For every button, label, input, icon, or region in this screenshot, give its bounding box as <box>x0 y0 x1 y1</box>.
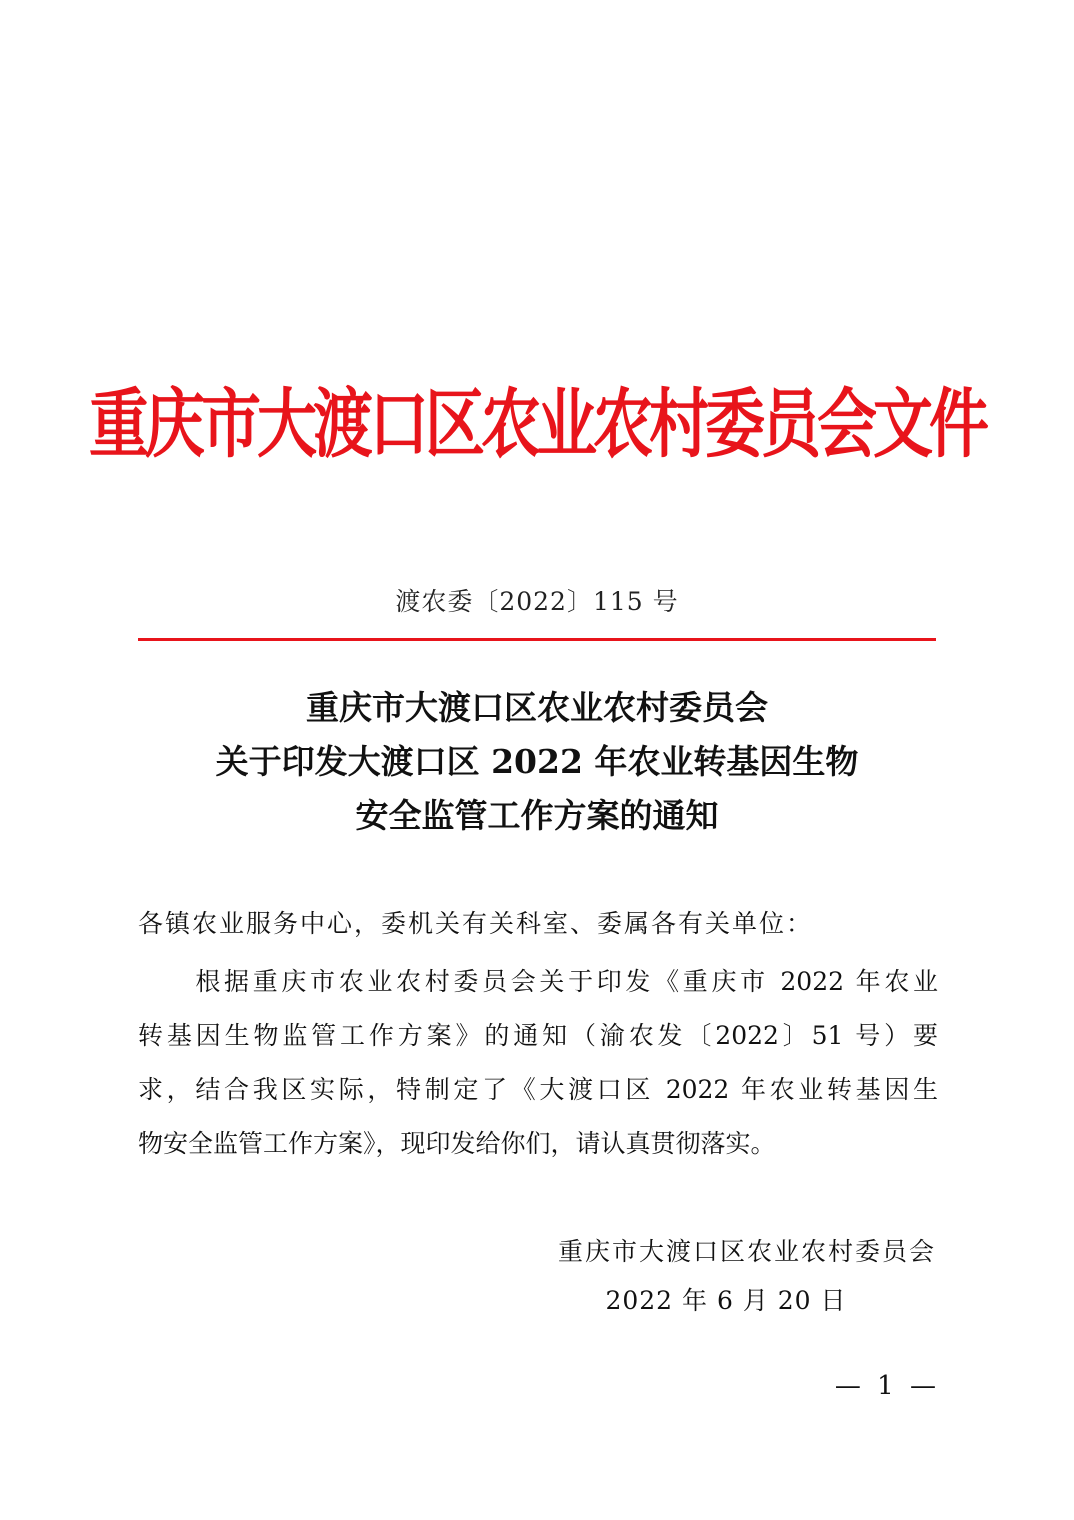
title-line-2: 关于印发大渡口区 2022 年农业转基因生物 <box>215 742 859 781</box>
title-line-3: 安全监管工作方案的通知 <box>355 796 719 835</box>
body-line: 物安全监管工作方案》，现印发给你们，请认真贯彻落实。 <box>138 1129 776 1158</box>
document-title <box>0 681 1074 843</box>
body-line: 根据重庆市农业农村委员会关于印发《重庆市 2022 年农业 <box>138 967 938 996</box>
red-separator-rule <box>138 638 936 641</box>
document-number: 渡农委〔2022〕115 号 <box>395 587 679 616</box>
body-paragraph <box>138 955 938 1171</box>
title-line-1: 重庆市大渡口区农业农村委员会 <box>306 688 768 727</box>
page-number: — 1 — <box>834 1371 940 1401</box>
body-line: 求，结合我区实际，特制定了《大渡口区 2022 年农业转基因生 <box>138 1075 938 1104</box>
body-line: 转基因生物监管工作方案》的通知（渝农发〔2022〕51 号）要 <box>138 1021 938 1050</box>
addressee-line: 各镇农业服务中心，委机关有关科室、委属各有关单位： <box>138 909 814 938</box>
issuer-signature: 重庆市大渡口区农业农村委员会 <box>557 1237 936 1266</box>
document-masthead: 重庆市大渡口区农业农村委员会文件 <box>89 381 985 469</box>
issue-date: 2022 年 6 月 20 日 <box>605 1286 847 1315</box>
